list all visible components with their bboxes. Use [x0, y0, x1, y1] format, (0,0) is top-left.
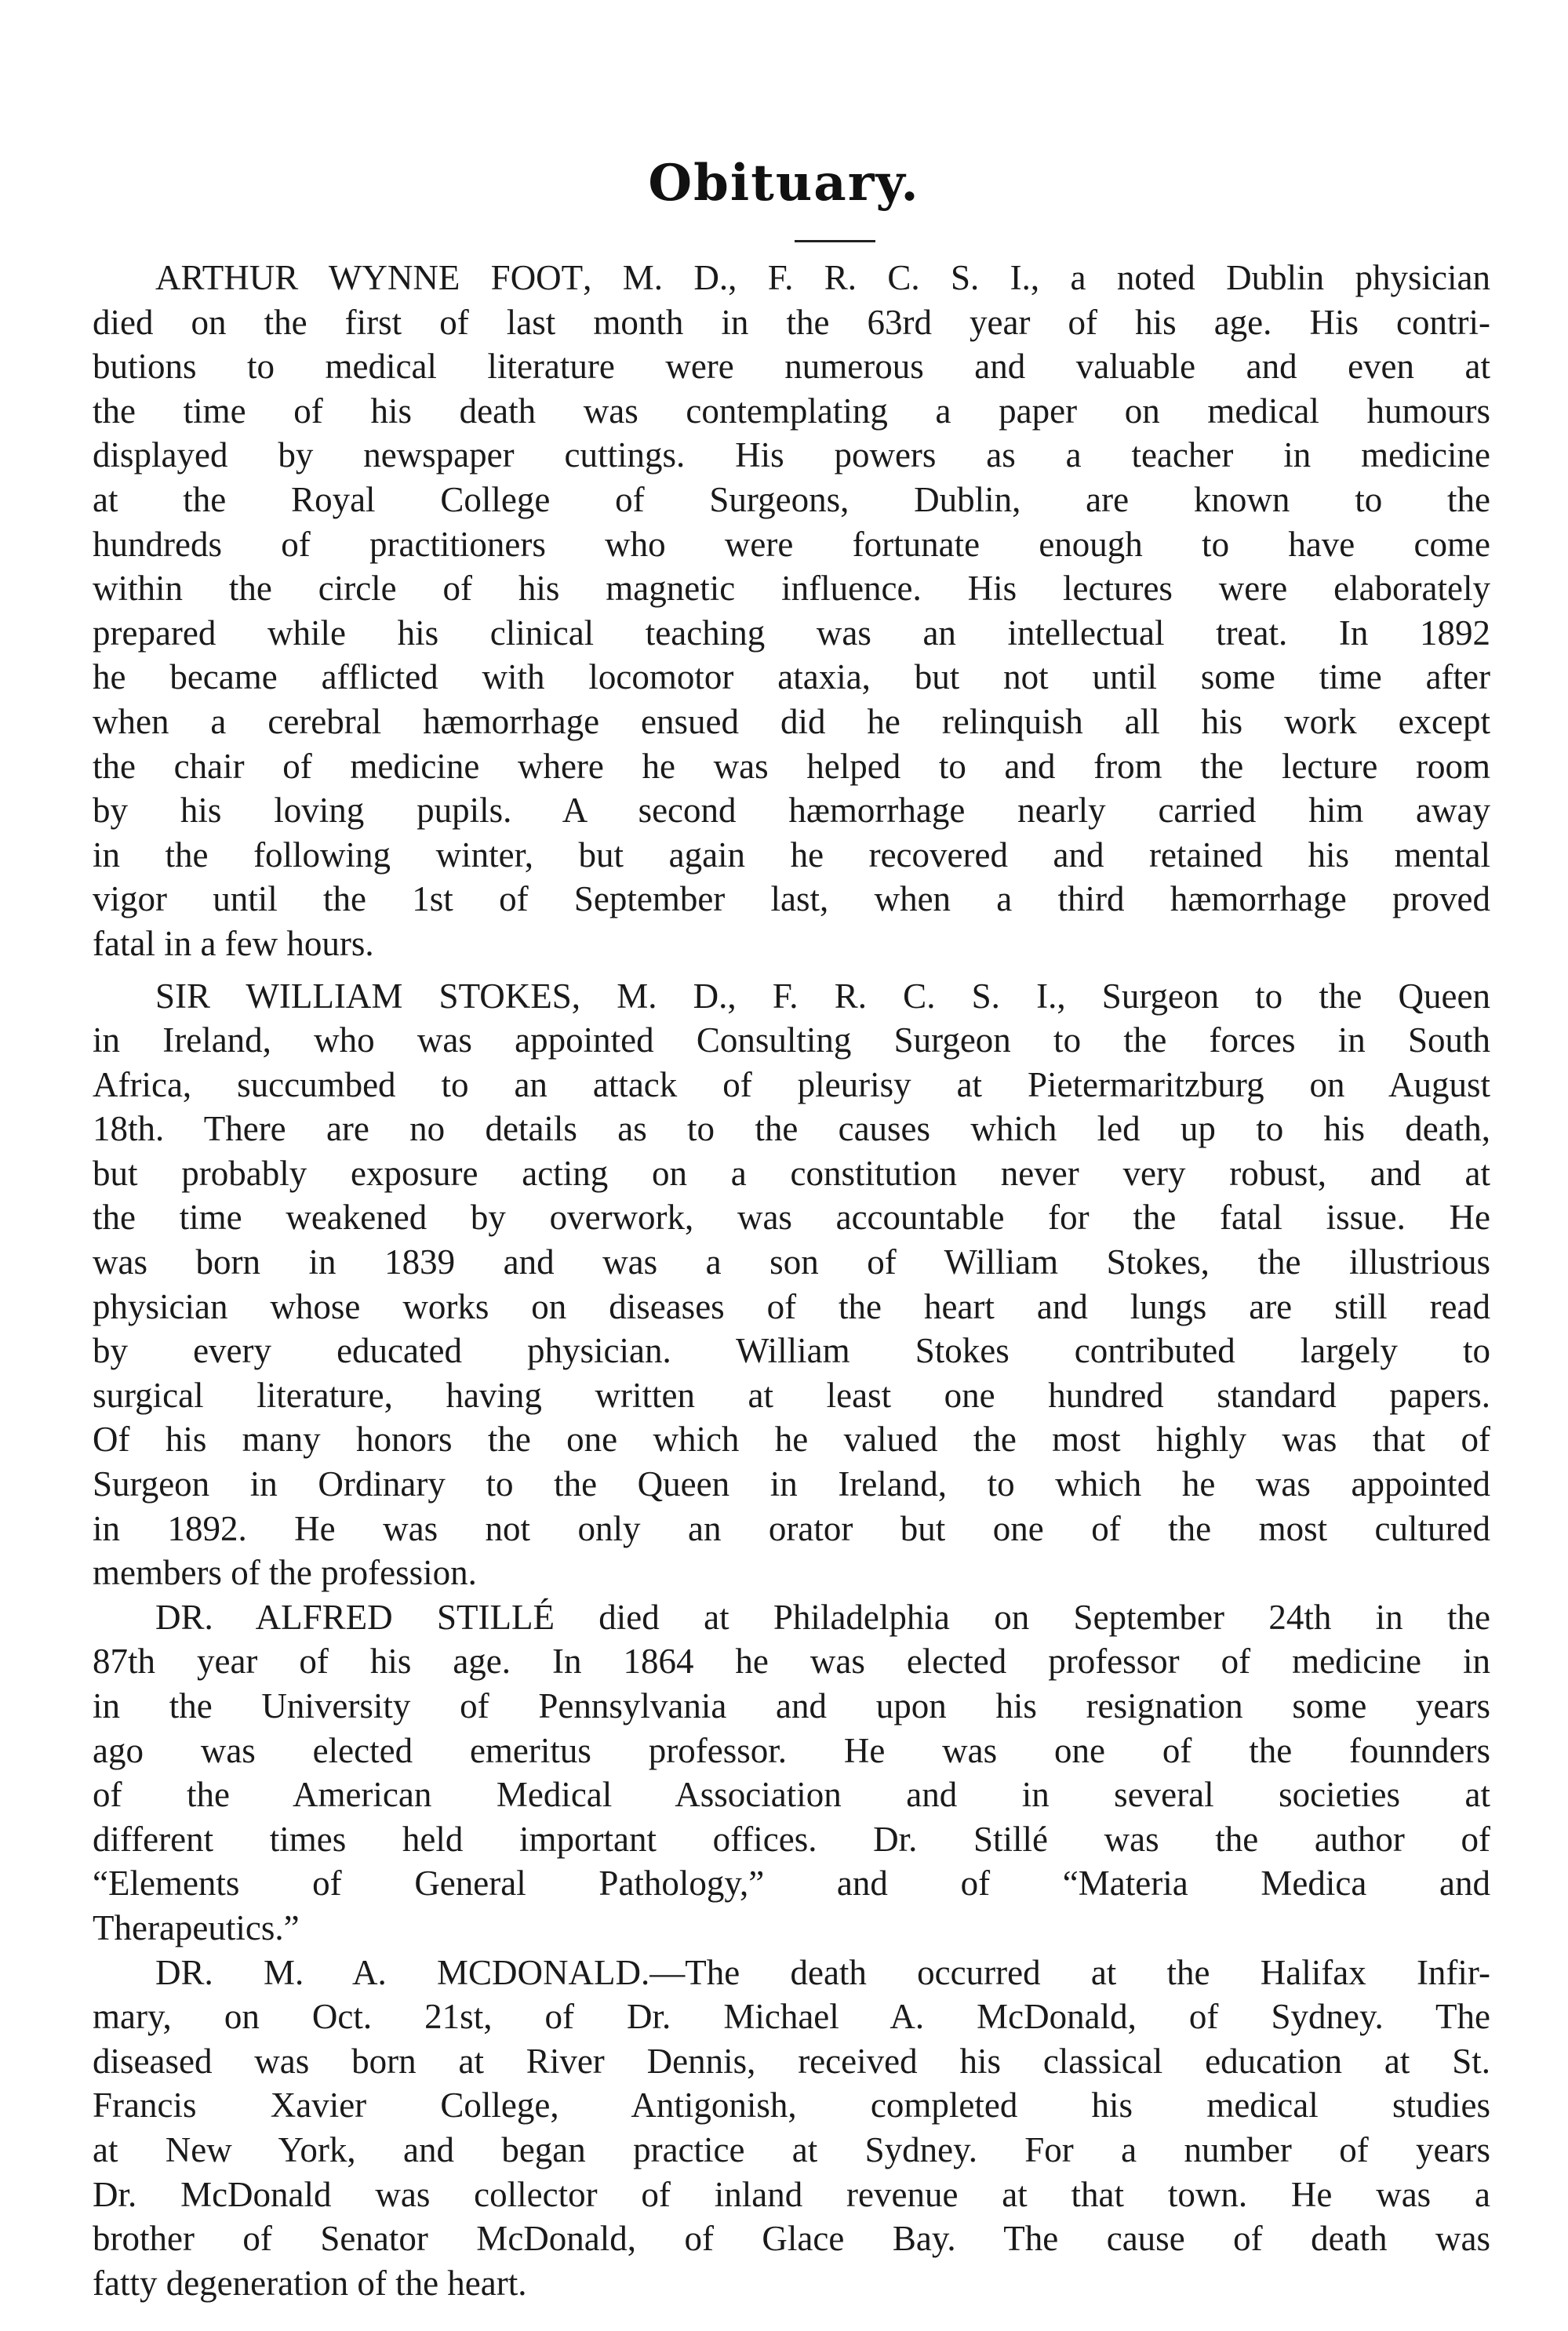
text-line: ago was elected emeritus professor. He was one of the founnders — [93, 1730, 1490, 1770]
heading-rest: , M. D., F. R. C. S. I., Surgeon to the Queen — [571, 976, 1490, 1016]
text-line: 18th. There are no details as to the causes which led up to his death, — [93, 1109, 1490, 1149]
heading-rest: .—The death occurred at the Halifax Infir- — [641, 1952, 1490, 1992]
text-line: Of his many honors the one which he valued the most highly was that of — [93, 1420, 1490, 1460]
obituary-stokes — [93, 974, 1490, 1595]
text-line: he became afflicted with locomotor ataxia, but not until some time after — [93, 657, 1490, 697]
deceased-name: DR. M. A. MCDONALD — [155, 1952, 642, 1992]
text-line: in Ireland, who was appointed Consulting Surgeon to the forces in South — [93, 1020, 1490, 1060]
text-line: in 1892. He was not only an orator but one of the most cultured — [93, 1508, 1490, 1548]
text-line: at New York, and began practice at Sydney. For a number of years — [93, 2129, 1490, 2169]
text-line: butions to medical literature were numerous and valuable and even at — [93, 347, 1490, 387]
text-line: was born in 1839 and was a son of William Stokes, the illustrious — [93, 1242, 1490, 1282]
text-line: in the University of Pennsylvania and upon his resignation some years — [93, 1686, 1490, 1726]
obituary-heading-line — [93, 256, 1490, 300]
obituary-foot — [93, 256, 1490, 966]
text-line: fatal in a few hours. — [93, 923, 374, 963]
text-line: Surgeon in Ordinary to the Queen in Ireland, to which he was appointed — [93, 1464, 1490, 1504]
text-line: prepared while his clinical teaching was an intellectual treat. In 1892 — [93, 613, 1490, 653]
text-line: Francis Xavier College, Antigonish, completed his medical studies — [93, 2086, 1490, 2126]
text-line: died on the first of last month in the 63rd year of his age. His contri- — [93, 302, 1490, 342]
text-line: hundreds of practitioners who were fortunate enough to have come — [93, 524, 1490, 564]
deceased-name: ARTHUR WYNNE FOOT — [155, 258, 584, 297]
obituary-mcdonald — [93, 1951, 1490, 2306]
text-line: the chair of medicine where he was helped to and from the lecture room — [93, 746, 1490, 786]
text-line: but probably exposure acting on a constitution never very robust, and at — [93, 1153, 1490, 1193]
text-line: by every educated physician. William Stokes contributed largely to — [93, 1331, 1490, 1371]
text-line: Therapeutics.” — [93, 1907, 300, 1947]
text-line: surgical literature, having written at least one hundred standard papers. — [93, 1375, 1490, 1415]
obituary-body — [93, 256, 1490, 2305]
deceased-name: SIR WILLIAM STOKES — [155, 976, 572, 1016]
text-line: when a cerebral hæmorrhage ensued did he relinquish all his work except — [93, 701, 1490, 741]
deceased-name: DR. ALFRED STILLÉ — [155, 1597, 555, 1637]
text-line: members of the profession. — [93, 1553, 477, 1593]
obituary-heading-line — [93, 1595, 1490, 1640]
text-line: diseased was born at River Dennis, received his classical education at St. — [93, 2041, 1490, 2081]
text-line: Dr. McDonald was collector of inland revenue at that town. He was a — [93, 2174, 1490, 2214]
heading-rest: , M. D., F. R. C. S. I., a noted Dublin physician — [583, 258, 1490, 297]
page-title: Obituary. — [648, 154, 920, 213]
text-line: vigor until the 1st of September last, when a third hæmorrhage proved — [93, 879, 1490, 919]
text-line: in the following winter, but again he recovered and retained his mental — [93, 835, 1490, 875]
text-line: brother of Senator McDonald, of Glace Bay. The cause of death was — [93, 2219, 1490, 2259]
obituary-heading-line — [93, 974, 1490, 1019]
text-line: the time of his death was contemplating a paper on medical humours — [93, 391, 1490, 431]
title-rule — [795, 240, 875, 242]
obituary-heading-line — [93, 1951, 1490, 1995]
text-line: different times held important offices. Dr. Stillé was the author of — [93, 1819, 1490, 1859]
text-line: “Elements of General Pathology,” and of “Materia Medica and — [93, 1864, 1490, 1904]
text-line: the time weakened by overwork, was accountable for the fatal issue. He — [93, 1198, 1490, 1238]
text-line: 87th year of his age. In 1864 he was elected professor of medicine in — [93, 1642, 1490, 1682]
text-line: fatty degeneration of the heart. — [93, 2263, 527, 2303]
text-line: displayed by newspaper cuttings. His powers as a teacher in medicine — [93, 435, 1490, 475]
text-line: Africa, succumbed to an attack of pleurisy at Pietermaritzburg on August — [93, 1064, 1490, 1104]
text-line: by his loving pupils. A second hæmorrhage nearly carried him away — [93, 791, 1490, 831]
text-line: at the Royal College of Surgeons, Dublin, are known to the — [93, 479, 1490, 519]
text-line: physician whose works on diseases of the heart and lungs are still read — [93, 1286, 1490, 1326]
text-line: mary, on Oct. 21st, of Dr. Michael A. McDonald, of Sydney. The — [93, 1997, 1490, 2037]
text-line: of the American Medical Association and in several societies at — [93, 1775, 1490, 1815]
obituary-stille — [93, 1595, 1490, 1951]
text-line: within the circle of his magnetic influence. His lectures were elaborately — [93, 569, 1490, 609]
heading-rest: died at Philadelphia on September 24th in the — [554, 1597, 1490, 1637]
